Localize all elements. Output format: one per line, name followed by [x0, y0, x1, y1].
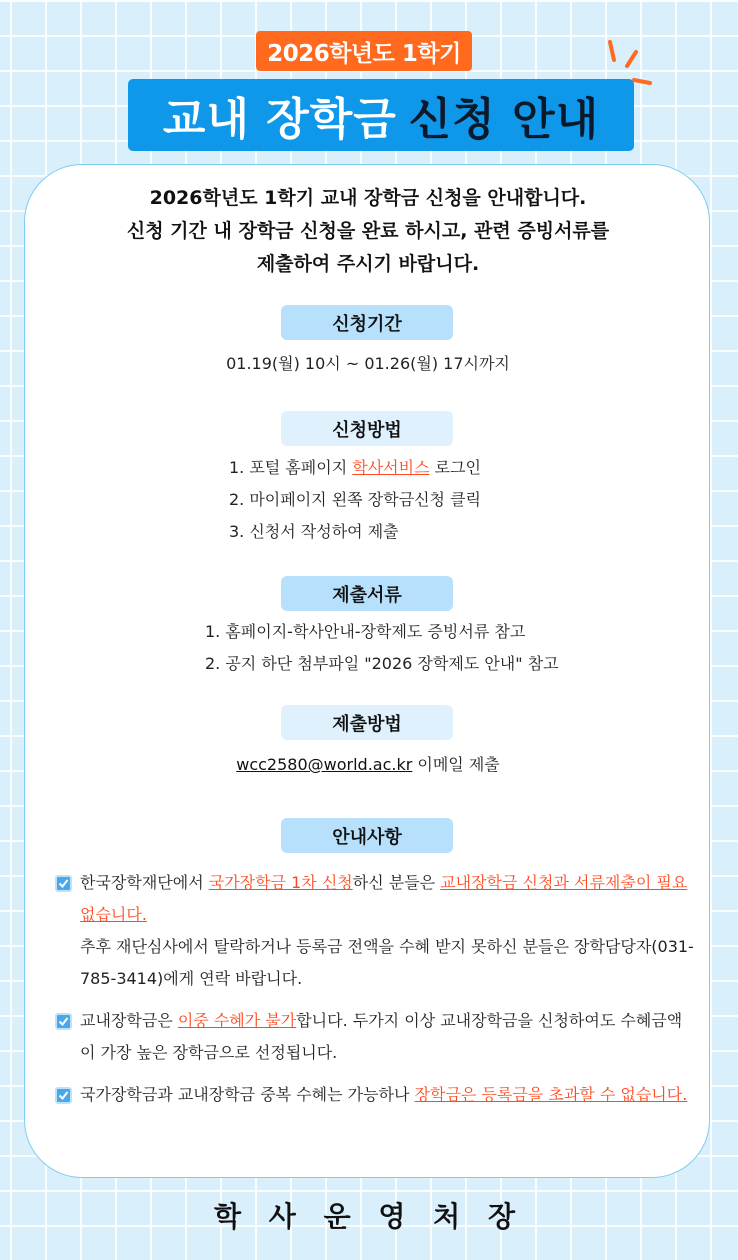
semester-badge: 2026학년도 1학기: [256, 31, 472, 71]
notice-item-2: 교내장학금은 이중 수혜가 불가합니다. 두가지 이상 교내장학금을 신청하여도 수혜금액이 가장 높은 장학금으로 선정됩니다.: [55, 1005, 695, 1069]
no-application-needed-highlight: 교내장학금 신청과 서류제출이 필요 없습니다.: [80, 873, 688, 924]
tuition-limit-highlight: 장학금은 등록금을 초과할 수 없습니다.: [414, 1085, 688, 1104]
email-link[interactable]: wcc2580@world.ac.kr: [236, 755, 413, 774]
intro-line-2: 신청 기간 내 장학금 신청을 완료 하시고, 관련 증빙서류를: [126, 220, 610, 242]
notice-item-1: 한국장학재단에서 국가장학금 1차 신청하신 분들은 교내장학금 신청과 서류제출이 필요 없습니다. 추후 재단심사에서 탈락하거나 등록금 전액을 수혜 받지 못하신 분들은 장학담당자(031-785-3414)에게 연락 바랍니다.: [55, 867, 695, 995]
method-label: 신청방법: [281, 411, 453, 446]
documents-list: [205, 616, 559, 680]
intro-text: [25, 182, 711, 281]
method-steps: [229, 452, 481, 548]
checkbox-checked-icon: [55, 1087, 72, 1104]
sparkle-icon: [600, 40, 660, 100]
submission-text: wcc2580@world.ac.kr 이메일 제출: [236, 755, 500, 774]
documents-label: 제출서류: [281, 576, 453, 611]
notice-list: [55, 867, 695, 1121]
notice-item-3: 국가장학금과 교내장학금 중복 수혜는 가능하나 장학금은 등록금을 초과할 수 없습니다.: [55, 1079, 695, 1111]
checkbox-checked-icon: [55, 1013, 72, 1030]
page-title: [128, 79, 634, 151]
notice-label: 안내사항: [281, 818, 453, 853]
title-part-dark: 신청 안내: [408, 94, 600, 145]
documents-item-1: 1. 홈페이지-학사안내-장학제도 증빙서류 참고: [205, 622, 526, 641]
method-step-2: 2. 마이페이지 왼쪽 장학금신청 클릭: [229, 490, 481, 509]
period-label: 신청기간: [281, 305, 453, 340]
period-text: 01.19(월) 10시 ~ 01.26(월) 17시까지: [226, 354, 510, 373]
double-benefit-highlight: 이중 수혜가 불가: [177, 1011, 297, 1030]
notice-item-1-detail: 추후 재단심사에서 탈락하거나 등록금 전액을 수혜 받지 못하신 분들은 장학담당자(031-785-3414)에게 연락 바랍니다.: [80, 937, 694, 988]
intro-line-3: 제출하여 주시기 바랍니다.: [256, 253, 480, 275]
documents-item-2: 2. 공지 하단 첨부파일 "2026 장학제도 안내" 참고: [205, 654, 559, 673]
intro-line-1: 2026학년도 1학기 교내 장학금 신청을 안내합니다.: [149, 187, 587, 209]
submission-label: 제출방법: [281, 705, 453, 740]
content-card: [24, 164, 710, 1178]
title-part-white: 교내 장학금: [162, 94, 397, 145]
national-scholarship-highlight: 국가장학금 1차 신청: [208, 873, 353, 892]
method-step-1: 1. 포털 홈페이지 학사서비스 로그인: [229, 458, 482, 477]
checkbox-checked-icon: [55, 875, 72, 892]
footer-signature: 학 사 운 영 처 장: [213, 1200, 525, 1233]
academic-service-link[interactable]: 학사서비스: [352, 458, 430, 477]
method-step-3: 3. 신청서 작성하여 제출: [229, 522, 399, 541]
